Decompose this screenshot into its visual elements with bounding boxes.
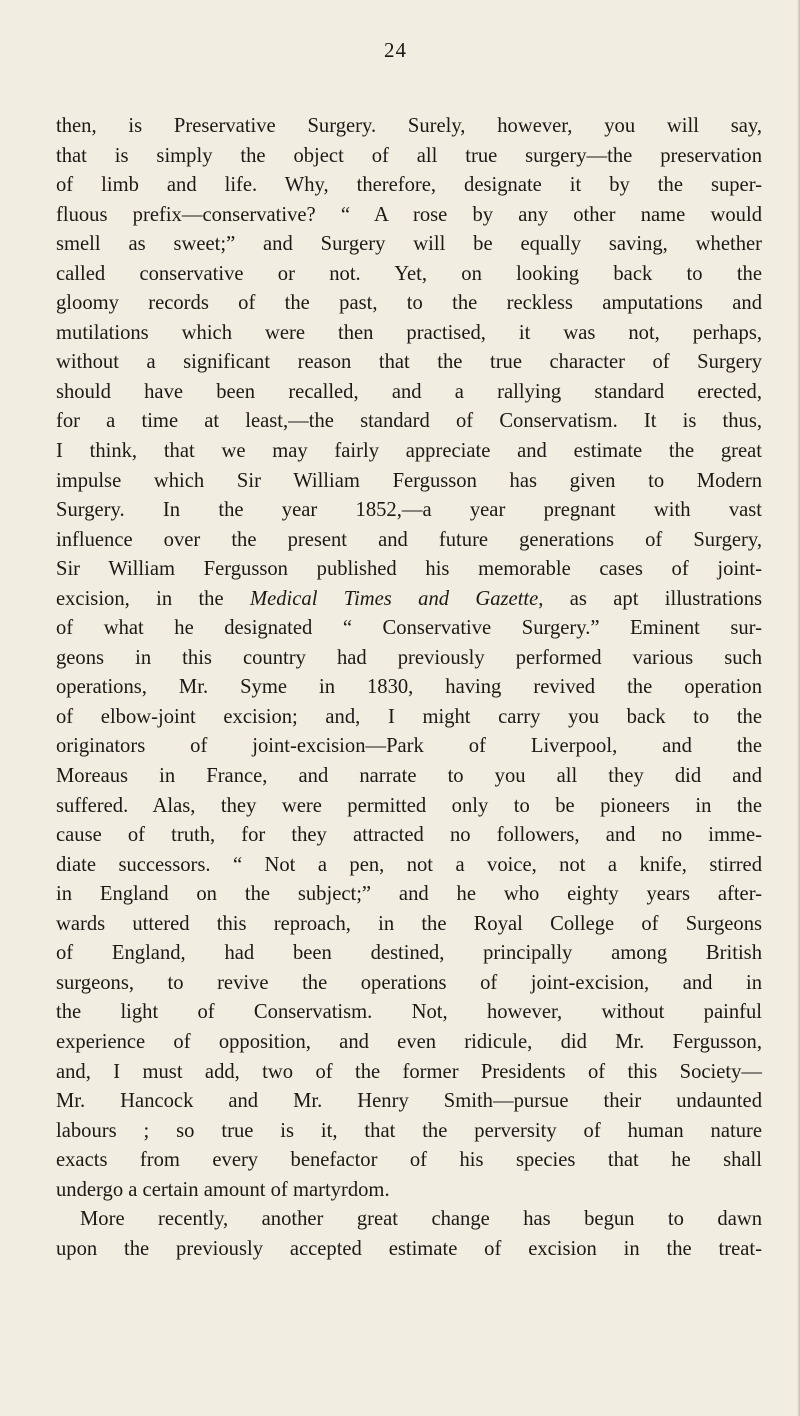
- text-line: diate successors. “ Not a pen, not a voice, not a knife, stirred: [56, 853, 762, 876]
- text-line: suffered. Alas, they were permitted only to be pioneers in the: [56, 794, 762, 817]
- text-line: should have been recalled, and a rallying standard erected,: [56, 380, 762, 403]
- text-line: I think, that we may fairly appreciate and estimate the great: [56, 440, 762, 463]
- text-line: originators of joint-excision—Park of Liverpool, and the: [56, 735, 762, 758]
- text-line: without a significant reason that the true character of Surgery: [56, 351, 762, 374]
- text-line: of limb and life. Why, therefore, designate it by the super-: [56, 174, 762, 197]
- text-line: More recently, another great change has begun to dawn: [80, 1208, 762, 1231]
- text-line: Surgery. In the year 1852,—a year pregnant with vast: [56, 499, 762, 522]
- periodical-title: Medical Times and Gazette: [249, 587, 539, 610]
- body-text: [56, 112, 762, 1264]
- text-line: surgeons, to revive the operations of joint-excision, and in: [56, 971, 762, 994]
- text-line: the light of Conservatism. Not, however, without painful: [56, 1001, 762, 1024]
- text-line: of elbow-joint excision; and, I might carry you back to the: [56, 705, 762, 728]
- text-line: called conservative or not. Yet, on looking back to the: [56, 262, 762, 285]
- text-line: operations, Mr. Syme in 1830, having revived the operation: [56, 676, 762, 699]
- text-line: exacts from every benefactor of his species that he shall: [56, 1149, 762, 1172]
- text-line: of England, had been destined, principally among British: [56, 942, 762, 965]
- text-line: influence over the present and future generations of Surgery,: [56, 528, 762, 551]
- text-line: experience of opposition, and even ridicule, did Mr. Fergusson,: [56, 1030, 762, 1053]
- page-number: 24: [384, 38, 407, 62]
- text-line: geons in this country had previously performed various such: [56, 646, 762, 669]
- text-line: Mr. Hancock and Mr. Henry Smith—pursue their undaunted: [56, 1090, 762, 1113]
- text-line: in England on the subject;” and he who eighty years after-: [56, 883, 762, 906]
- text-line: Sir William Fergusson published his memorable cases of joint-: [56, 558, 762, 581]
- text-line: and, I must add, two of the former Presidents of this Society—: [56, 1060, 762, 1083]
- text-line: fluous prefix—conservative? “ A rose by any other name would: [56, 203, 762, 226]
- text-line: gloomy records of the past, to the reckless amputations and: [56, 292, 762, 315]
- text-line: undergo a certain amount of martyrdom.: [56, 1178, 390, 1201]
- text-line: smell as sweet;” and Surgery will be equally saving, whether: [56, 233, 762, 256]
- text-line: excision, in the Medical Times and Gazette, as apt illustrations: [56, 587, 763, 610]
- text-line: that is simply the object of all true surgery—the preservation: [56, 144, 762, 167]
- text-line: labours ; so true is it, that the perversity of human nature: [56, 1119, 762, 1142]
- text-line: wards uttered this reproach, in the Royal College of Surgeons: [56, 912, 762, 935]
- text-line: impulse which Sir William Fergusson has given to Modern: [56, 469, 762, 492]
- text-line: mutilations which were then practised, it was not, perhaps,: [56, 321, 762, 344]
- text-line: then, is Preservative Surgery. Surely, however, you will say,: [56, 115, 762, 137]
- text-line: upon the previously accepted estimate of excision in the treat-: [56, 1237, 762, 1260]
- text-line: of what he designated “ Conservative Surgery.” Eminent sur-: [56, 617, 762, 640]
- text-line: cause of truth, for they attracted no followers, and no imme-: [56, 824, 762, 847]
- text-line: Moreaus in France, and narrate to you all they did and: [56, 765, 762, 788]
- text-line: for a time at least,—the standard of Conservatism. It is thus,: [56, 410, 762, 433]
